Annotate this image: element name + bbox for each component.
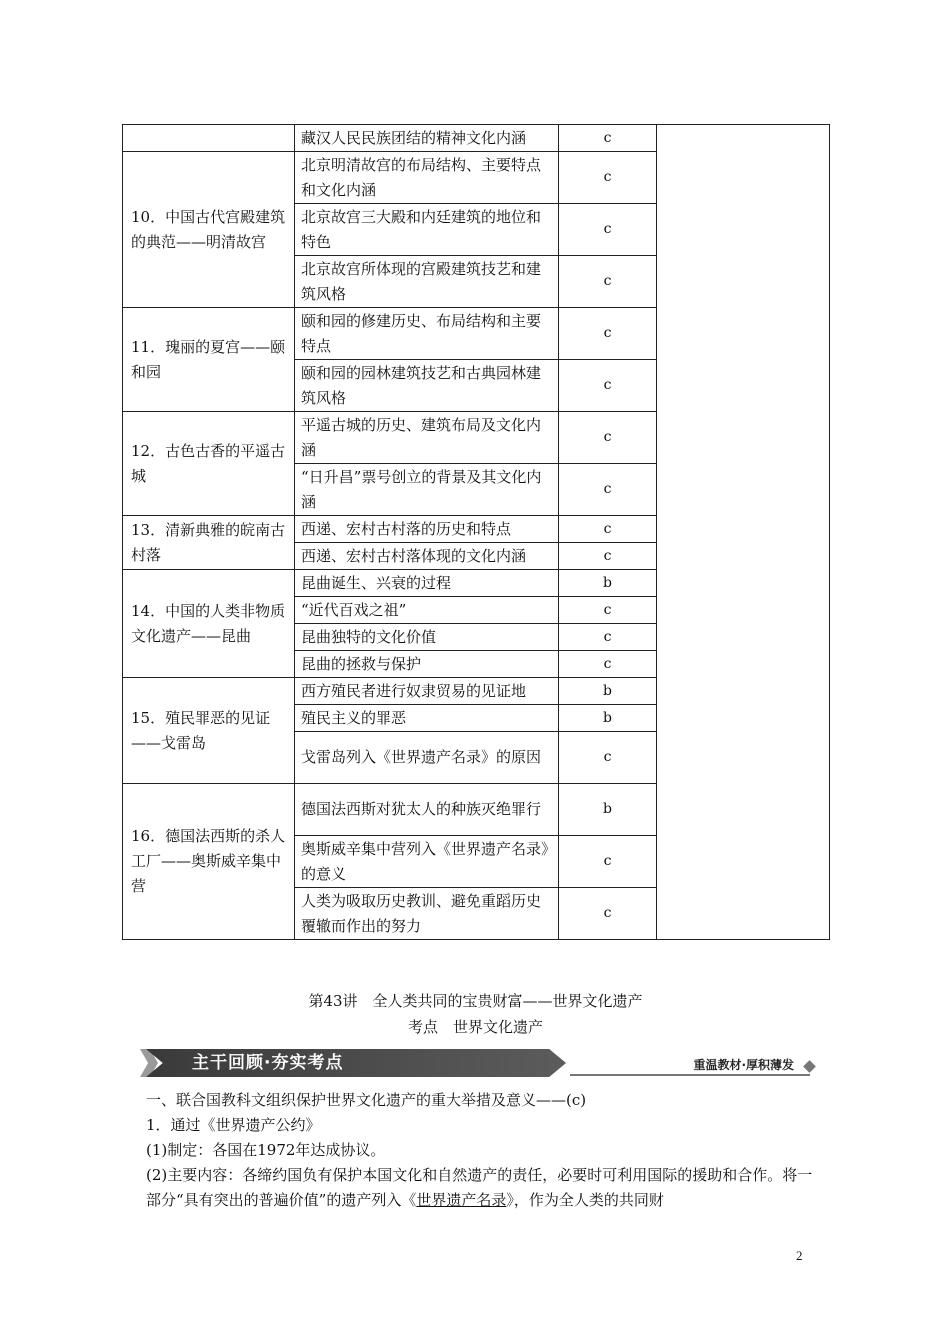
level-cell: c <box>559 516 657 543</box>
content-cell: “近代百戏之祖” <box>295 597 559 624</box>
level-cell: c <box>559 464 657 516</box>
topic-cell: 13．清新典雅的皖南古村落 <box>123 516 295 570</box>
content-cell: 北京故宫三大殿和内廷建筑的地位和特色 <box>295 204 559 256</box>
topic-cell: 15．殖民罪恶的见证——戈雷岛 <box>123 678 295 784</box>
body-text <box>146 1088 814 1213</box>
content-cell: 人类为吸取历史教训、避免重蹈历史覆辙而作出的努力 <box>295 888 559 940</box>
content-cell: 奥斯威辛集中营列入《世界遗产名录》的意义 <box>295 836 559 888</box>
subheading: 1．通过《世界遗产公约》 <box>146 1116 321 1134</box>
paragraph-2 <box>146 1163 814 1213</box>
content-cell: 藏汉人民民族团结的精神文化内涵 <box>295 125 559 152</box>
level-cell: c <box>559 543 657 570</box>
content-cell: 殖民主义的罪恶 <box>295 705 559 732</box>
content-cell: 西方殖民者进行奴隶贸易的见证地 <box>295 678 559 705</box>
banner-title: 主干回顾·夯实考点 <box>192 1053 344 1073</box>
topic-cell: 11．瑰丽的夏宫——颐和园 <box>123 308 295 412</box>
paragraph-1: (1)制定：各国在1972年达成协议。 <box>146 1141 386 1159</box>
level-cell: b <box>559 784 657 836</box>
level-cell: c <box>559 888 657 940</box>
kaodian-title: 考点 世界文化遗产 <box>407 1018 543 1036</box>
content-cell: 戈雷岛列入《世界遗产名录》的原因 <box>295 732 559 784</box>
topic-cell: 14．中国的人类非物质文化遗产——昆曲 <box>123 570 295 678</box>
diamond-icon <box>803 1060 816 1073</box>
topic-cell: 12．古色古香的平遥古城 <box>123 412 295 516</box>
level-cell: c <box>559 152 657 204</box>
paragraph-2-text: (2)主要内容：各缔约国负有保护本国文化和自然遗产的责任，必要时可利用国际的援助和合作。将一部分“具有突出的普遍价值”的遗产列入《 <box>146 1166 813 1209</box>
level-cell: c <box>559 125 657 152</box>
level-cell: c <box>559 624 657 651</box>
paragraph-2-tail: 》，作为全人类的共同财 <box>506 1191 664 1209</box>
level-cell: c <box>559 836 657 888</box>
level-cell: c <box>559 204 657 256</box>
level-cell: b <box>559 678 657 705</box>
table-row <box>123 125 830 152</box>
level-cell: c <box>559 651 657 678</box>
content-cell: 颐和园的园林建筑技艺和古典园林建筑风格 <box>295 360 559 412</box>
section-heading: 一、联合国教科文组织保护世界文化遗产的重大举措及意义——(c) <box>146 1091 587 1109</box>
syllabus-table-body <box>123 125 830 940</box>
topic-cell <box>123 125 295 152</box>
level-cell: c <box>559 308 657 360</box>
page-number: 2 <box>796 1248 803 1263</box>
content-cell: 昆曲的拯救与保护 <box>295 651 559 678</box>
level-cell: c <box>559 597 657 624</box>
content-cell: 昆曲独特的文化价值 <box>295 624 559 651</box>
level-cell: c <box>559 360 657 412</box>
content-cell: 西递、宏村古村落体现的文化内涵 <box>295 543 559 570</box>
banner-divider <box>570 1074 810 1076</box>
level-cell: c <box>559 412 657 464</box>
banner-right-text: 重温教材·厚积薄发 <box>693 1058 794 1072</box>
remarks-cell <box>657 125 830 940</box>
level-cell: c <box>559 256 657 308</box>
topic-cell: 10．中国古代宫殿建筑的典范——明清故宫 <box>123 152 295 308</box>
syllabus-table <box>122 124 830 940</box>
content-cell: 北京故宫所体现的宫殿建筑技艺和建筑风格 <box>295 256 559 308</box>
level-cell: b <box>559 705 657 732</box>
underlined-term: 世界遗产名录 <box>416 1191 507 1209</box>
content-cell: 西递、宏村古村落的历史和特点 <box>295 516 559 543</box>
level-cell: b <box>559 570 657 597</box>
content-cell: 平遥古城的历史、建筑布局及文化内涵 <box>295 412 559 464</box>
level-cell: c <box>559 732 657 784</box>
content-cell: 北京明清故宫的布局结构、主要特点和文化内涵 <box>295 152 559 204</box>
content-cell: 德国法西斯对犹太人的种族灭绝罪行 <box>295 784 559 836</box>
content-cell: 昆曲诞生、兴衰的过程 <box>295 570 559 597</box>
content-cell: “日升昌”票号创立的背景及其文化内涵 <box>295 464 559 516</box>
content-cell: 颐和园的修建历史、布局结构和主要特点 <box>295 308 559 360</box>
lecture-title: 第43讲 全人类共同的宝贵财富——世界文化遗产 <box>308 992 643 1010</box>
topic-cell: 16．德国法西斯的杀人工厂——奥斯威辛集中营 <box>123 784 295 940</box>
section-banner <box>140 1046 816 1080</box>
